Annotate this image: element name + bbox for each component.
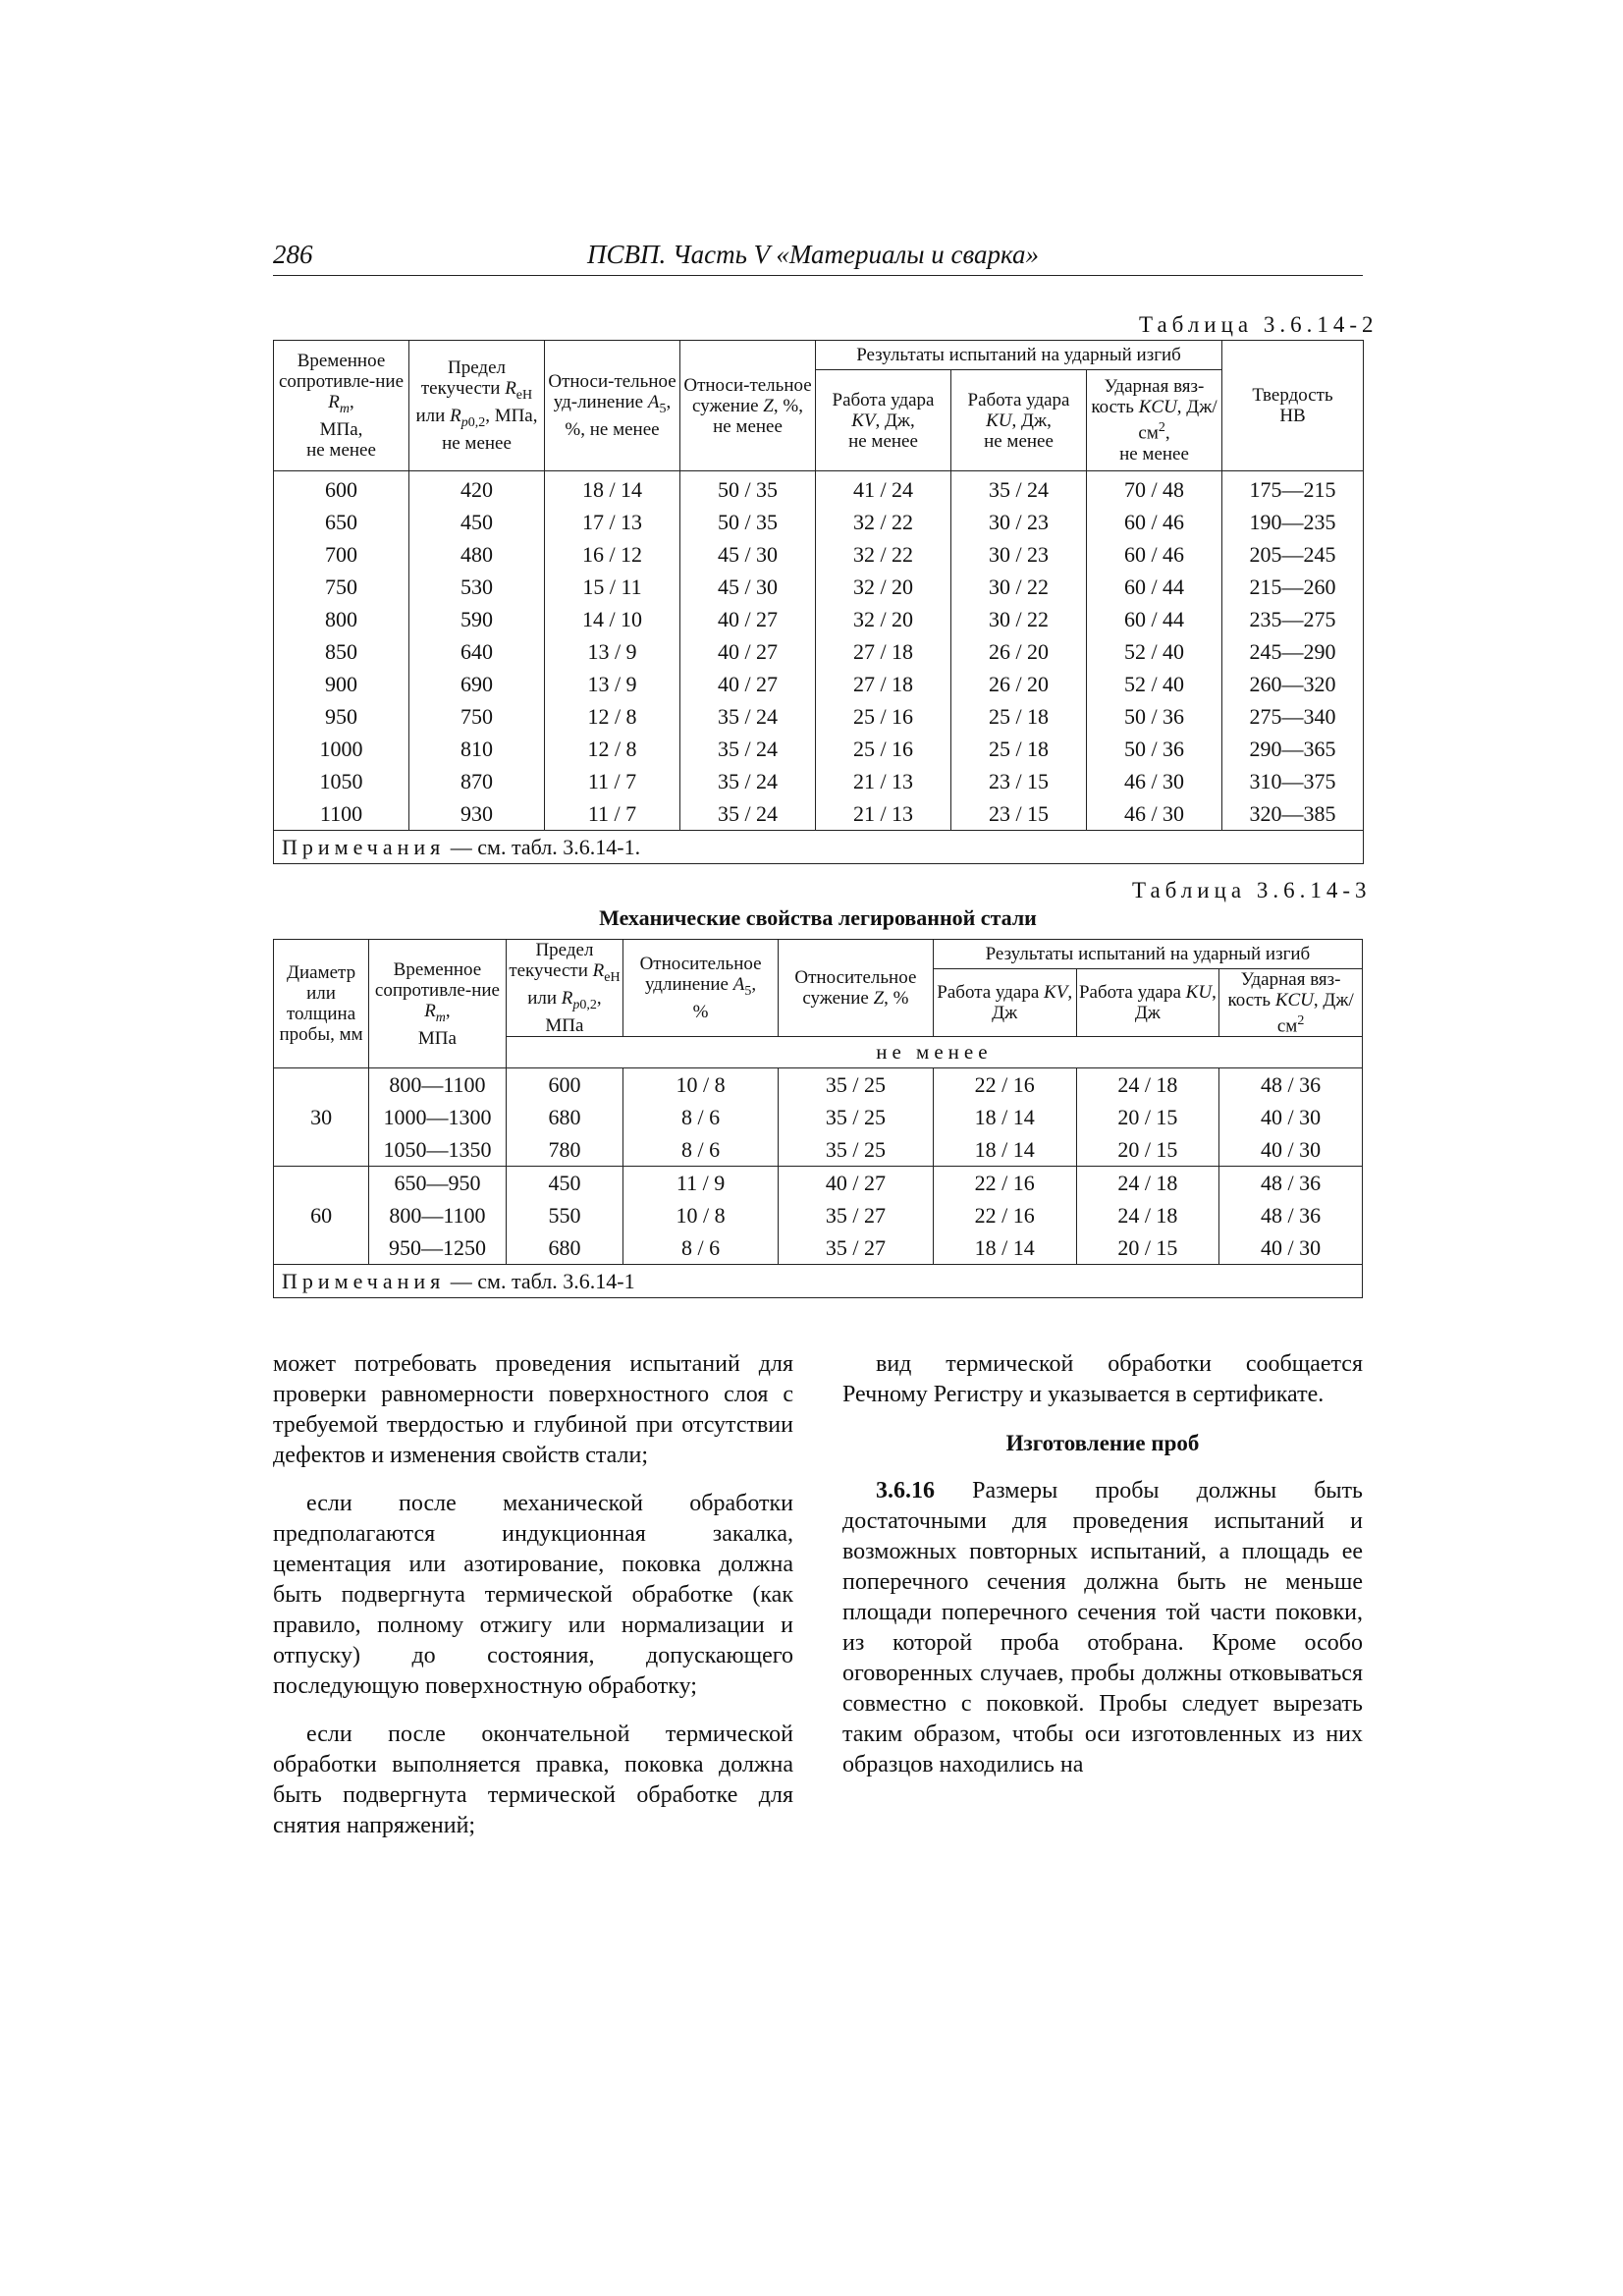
t3-row bbox=[274, 1133, 1363, 1167]
t3-row bbox=[274, 1199, 1363, 1231]
t2-cell: 35 / 24 bbox=[680, 733, 816, 765]
t3-cell: 48 / 36 bbox=[1219, 1167, 1363, 1200]
t2-cell: 30 / 22 bbox=[951, 603, 1087, 635]
t3-cell: 550 bbox=[506, 1199, 622, 1231]
running-title: ПСВП. Часть V «Материалы и сварка» bbox=[587, 240, 1040, 269]
t3-cell: 22 / 16 bbox=[933, 1199, 1076, 1231]
t3-cell: 22 / 16 bbox=[933, 1068, 1076, 1102]
t3-cell: 35 / 25 bbox=[778, 1101, 933, 1133]
t2-cell: 950 bbox=[274, 700, 409, 733]
t2-cell: 450 bbox=[409, 506, 545, 538]
t2-cell: 32 / 20 bbox=[816, 571, 951, 603]
t2-cell: 480 bbox=[409, 538, 545, 571]
t2-cell: 50 / 36 bbox=[1087, 700, 1222, 733]
left-paragraph-1: может потребовать проведения испытаний для проверки равномерности поверхностного слоя с требуемой твердостью и глубиной при отсутствии дефектов и изменения свойств стали; bbox=[273, 1351, 793, 1468]
t2-cell: 27 / 18 bbox=[816, 668, 951, 700]
t2-note: Примечания — см. табл. 3.6.14-1. bbox=[274, 831, 1364, 864]
t2-row bbox=[274, 538, 1364, 571]
t3-cell: 11 / 9 bbox=[623, 1167, 779, 1200]
t3-header-not-less: не менее bbox=[506, 1037, 1362, 1068]
t2-cell: 310—375 bbox=[1222, 765, 1364, 797]
page-number: 286 bbox=[273, 240, 313, 269]
t2-cell: 1100 bbox=[274, 797, 409, 831]
table-3-6-14-2 bbox=[273, 340, 1364, 864]
table2-caption: Таблица 3.6.14-2 bbox=[1139, 312, 1379, 337]
t2-cell: 11 / 7 bbox=[545, 765, 680, 797]
t2-cell: 35 / 24 bbox=[680, 700, 816, 733]
t2-cell: 750 bbox=[274, 571, 409, 603]
t2-cell: 1050 bbox=[274, 765, 409, 797]
t3-cell: 40 / 30 bbox=[1219, 1133, 1363, 1167]
t3-cell: 48 / 36 bbox=[1219, 1068, 1363, 1102]
t3-cell: 20 / 15 bbox=[1076, 1101, 1219, 1133]
t3-cell: 18 / 14 bbox=[933, 1133, 1076, 1167]
t2-cell: 12 / 8 bbox=[545, 700, 680, 733]
t2-cell: 850 bbox=[274, 635, 409, 668]
t2-cell: 700 bbox=[274, 538, 409, 571]
t2-cell: 60 / 46 bbox=[1087, 538, 1222, 571]
t3-cell: 8 / 6 bbox=[623, 1101, 779, 1133]
t2-cell: 21 / 13 bbox=[816, 797, 951, 831]
t2-cell: 60 / 46 bbox=[1087, 506, 1222, 538]
t2-cell: 750 bbox=[409, 700, 545, 733]
t2-cell: 810 bbox=[409, 733, 545, 765]
table3-title: Механические свойства легированной стали bbox=[599, 905, 1037, 930]
t3-header-kcu: Ударная вяз-кость KCU, $Дж/см^2$ bbox=[1219, 969, 1363, 1037]
t2-cell: 590 bbox=[409, 603, 545, 635]
t3-cell: 600 bbox=[506, 1068, 622, 1102]
t3-diameter-cell: 30 bbox=[274, 1068, 369, 1167]
t2-cell: 60 / 44 bbox=[1087, 571, 1222, 603]
t3-cell: 24 / 18 bbox=[1076, 1199, 1219, 1231]
t2-cell: 13 / 9 bbox=[545, 635, 680, 668]
t3-header-tensile: Временное сопротивле-ние $R_m$, МПа bbox=[369, 940, 507, 1068]
t3-cell: 18 / 14 bbox=[933, 1101, 1076, 1133]
t2-cell: 260—320 bbox=[1222, 668, 1364, 700]
t3-cell: 24 / 18 bbox=[1076, 1068, 1219, 1102]
t2-cell: 30 / 23 bbox=[951, 538, 1087, 571]
t3-cell: 1000—1300 bbox=[369, 1101, 507, 1133]
t2-cell: 320—385 bbox=[1222, 797, 1364, 831]
left-paragraph-3: если после окончательной термической обработки выполняется правка, поковка должна быть подвергнута термической обработке для снятия напряжений; bbox=[273, 1722, 793, 1838]
t3-header-reduction: Относительное сужение Z, % bbox=[778, 940, 933, 1037]
t2-cell: 690 bbox=[409, 668, 545, 700]
t2-cell: 420 bbox=[409, 471, 545, 507]
t3-header-diameter: Диаметр или толщина пробы, мм bbox=[274, 940, 369, 1068]
t3-cell: 40 / 30 bbox=[1219, 1231, 1363, 1265]
t2-cell: 25 / 18 bbox=[951, 733, 1087, 765]
t2-cell: 190—235 bbox=[1222, 506, 1364, 538]
table3-caption: Таблица 3.6.14-3 bbox=[1132, 878, 1372, 902]
t2-row bbox=[274, 668, 1364, 700]
left-paragraph-2: если после механической обработки предполагаются индукционная закалка, цементация или азотирование, поковка должна быть подвергнута термической обработке (как правило, полному отжигу или нормализации и отпуску) до состояния, допускающего последующую поверхностную обработку; bbox=[273, 1491, 793, 1699]
t2-cell: 60 / 44 bbox=[1087, 603, 1222, 635]
t3-cell: 780 bbox=[506, 1133, 622, 1167]
t3-cell: 950—1250 bbox=[369, 1231, 507, 1265]
t3-header-kv: Работа удара KV, Дж bbox=[933, 969, 1076, 1037]
t3-cell: 680 bbox=[506, 1231, 622, 1265]
t2-cell: 290—365 bbox=[1222, 733, 1364, 765]
t3-cell: 20 / 15 bbox=[1076, 1133, 1219, 1167]
t3-row bbox=[274, 1101, 1363, 1133]
t2-cell: 870 bbox=[409, 765, 545, 797]
t2-header-kv: Работа удара KV, Дж, не менее bbox=[816, 370, 951, 471]
t2-cell: 50 / 35 bbox=[680, 471, 816, 507]
t3-cell: 35 / 25 bbox=[778, 1068, 933, 1102]
t2-cell: 30 / 22 bbox=[951, 571, 1087, 603]
t2-header-kcu: Ударная вяз-кость KCU, $Дж/см^2$, не менее bbox=[1087, 370, 1222, 471]
right-intro-paragraph: вид термической обработки сообщается Речному Регистру и указывается в сертификате. bbox=[842, 1351, 1363, 1407]
t2-cell: 32 / 20 bbox=[816, 603, 951, 635]
paragraph-3-6-16 bbox=[842, 1476, 1363, 1780]
t2-cell: 900 bbox=[274, 668, 409, 700]
t2-cell: 52 / 40 bbox=[1087, 635, 1222, 668]
left-column bbox=[273, 1349, 793, 1859]
t2-cell: 600 bbox=[274, 471, 409, 507]
t2-row bbox=[274, 471, 1364, 507]
t3-cell: 800—1100 bbox=[369, 1199, 507, 1231]
t2-cell: 530 bbox=[409, 571, 545, 603]
t2-header-yield: Предел текучести $R_{eH}$ или $R_{p0,2}$, МПа, не менее bbox=[409, 341, 545, 471]
t2-cell: 23 / 15 bbox=[951, 797, 1087, 831]
t3-note: Примечания — см. табл. 3.6.14-1 bbox=[274, 1265, 1363, 1298]
t2-cell: 35 / 24 bbox=[680, 765, 816, 797]
t2-cell: 40 / 27 bbox=[680, 603, 816, 635]
t3-cell: 40 / 30 bbox=[1219, 1101, 1363, 1133]
t2-cell: 40 / 27 bbox=[680, 635, 816, 668]
t2-header-tensile: Временное сопротивле-ние $R_m$, МПа, не менее bbox=[274, 341, 409, 471]
t2-header-impact-group: Результаты испытаний на ударный изгиб bbox=[816, 341, 1222, 370]
t2-cell: 35 / 24 bbox=[680, 797, 816, 831]
t2-cell: 35 / 24 bbox=[951, 471, 1087, 507]
t3-cell: 800—1100 bbox=[369, 1068, 507, 1102]
t3-header-ku: Работа удара KU, Дж bbox=[1076, 969, 1219, 1037]
t3-cell: 22 / 16 bbox=[933, 1167, 1076, 1200]
t2-cell: 70 / 48 bbox=[1087, 471, 1222, 507]
t3-diameter-cell: 60 bbox=[274, 1167, 369, 1265]
t2-cell: 215—260 bbox=[1222, 571, 1364, 603]
t2-row bbox=[274, 603, 1364, 635]
t3-cell: 1050—1350 bbox=[369, 1133, 507, 1167]
t2-cell: 12 / 8 bbox=[545, 733, 680, 765]
t3-header-elongation: Относительное удлинение $A_5$, % bbox=[623, 940, 779, 1037]
t2-cell: 50 / 36 bbox=[1087, 733, 1222, 765]
t3-cell: 35 / 27 bbox=[778, 1199, 933, 1231]
t3-cell: 680 bbox=[506, 1101, 622, 1133]
t2-cell: 41 / 24 bbox=[816, 471, 951, 507]
t2-cell: 25 / 16 bbox=[816, 700, 951, 733]
t2-header-ku: Работа удара KU, Дж, не менее bbox=[951, 370, 1087, 471]
t2-cell: 1000 bbox=[274, 733, 409, 765]
t2-cell: 30 / 23 bbox=[951, 506, 1087, 538]
t2-cell: 640 bbox=[409, 635, 545, 668]
t2-cell: 21 / 13 bbox=[816, 765, 951, 797]
t2-cell: 32 / 22 bbox=[816, 506, 951, 538]
t3-cell: 18 / 14 bbox=[933, 1231, 1076, 1265]
t2-cell: 25 / 16 bbox=[816, 733, 951, 765]
t2-cell: 46 / 30 bbox=[1087, 797, 1222, 831]
t2-cell: 50 / 35 bbox=[680, 506, 816, 538]
t3-cell: 8 / 6 bbox=[623, 1231, 779, 1265]
t3-header-yield: Предел текучести $R_{eH}$ или $R_{p0,2}$, МПа bbox=[506, 940, 622, 1037]
t3-cell: 10 / 8 bbox=[623, 1068, 779, 1102]
t2-cell: 25 / 18 bbox=[951, 700, 1087, 733]
t2-cell: 275—340 bbox=[1222, 700, 1364, 733]
t3-cell: 650—950 bbox=[369, 1167, 507, 1200]
t3-cell: 10 / 8 bbox=[623, 1199, 779, 1231]
t2-cell: 175—215 bbox=[1222, 471, 1364, 507]
t2-cell: 40 / 27 bbox=[680, 668, 816, 700]
t2-cell: 46 / 30 bbox=[1087, 765, 1222, 797]
page-header bbox=[273, 240, 1363, 276]
t3-cell: 8 / 6 bbox=[623, 1133, 779, 1167]
t3-row bbox=[274, 1068, 1363, 1102]
t2-cell: 245—290 bbox=[1222, 635, 1364, 668]
right-column bbox=[842, 1349, 1363, 1798]
t2-cell: 14 / 10 bbox=[545, 603, 680, 635]
t2-cell: 18 / 14 bbox=[545, 471, 680, 507]
t3-cell: 20 / 15 bbox=[1076, 1231, 1219, 1265]
t2-row bbox=[274, 700, 1364, 733]
t2-row bbox=[274, 506, 1364, 538]
t2-cell: 17 / 13 bbox=[545, 506, 680, 538]
t3-row bbox=[274, 1231, 1363, 1265]
t2-cell: 235—275 bbox=[1222, 603, 1364, 635]
t2-cell: 23 / 15 bbox=[951, 765, 1087, 797]
t3-cell: 24 / 18 bbox=[1076, 1167, 1219, 1200]
t2-cell: 52 / 40 bbox=[1087, 668, 1222, 700]
t3-cell: 48 / 36 bbox=[1219, 1199, 1363, 1231]
t2-cell: 45 / 30 bbox=[680, 571, 816, 603]
section-title: Изготовление проб bbox=[1005, 1431, 1200, 1455]
t3-cell: 450 bbox=[506, 1167, 622, 1200]
t2-cell: 13 / 9 bbox=[545, 668, 680, 700]
t2-row bbox=[274, 765, 1364, 797]
t2-cell: 650 bbox=[274, 506, 409, 538]
t3-cell: 40 / 27 bbox=[778, 1167, 933, 1200]
t2-cell: 800 bbox=[274, 603, 409, 635]
t2-header-elongation: Относи-тельное уд-линение $A_5$, %, не менее bbox=[545, 341, 680, 471]
t2-header-hardness: Твердость HB bbox=[1222, 341, 1364, 471]
paragraph-number: 3.6.16 bbox=[876, 1478, 935, 1503]
t3-cell: 35 / 27 bbox=[778, 1231, 933, 1265]
t3-header-impact-group: Результаты испытаний на ударный изгиб bbox=[933, 940, 1362, 969]
t2-row bbox=[274, 635, 1364, 668]
t3-row bbox=[274, 1167, 1363, 1200]
t2-cell: 11 / 7 bbox=[545, 797, 680, 831]
t2-cell: 26 / 20 bbox=[951, 668, 1087, 700]
t2-row bbox=[274, 571, 1364, 603]
t2-cell: 15 / 11 bbox=[545, 571, 680, 603]
t2-row bbox=[274, 797, 1364, 831]
t2-cell: 32 / 22 bbox=[816, 538, 951, 571]
t2-cell: 26 / 20 bbox=[951, 635, 1087, 668]
t3-cell: 35 / 25 bbox=[778, 1133, 933, 1167]
paragraph-text: Размеры пробы должны быть достаточными для проведения испытаний и возможных повторных испытаний, а площадь ее поперечного сечения должна быть не меньше площади поперечного сечения той части поковки, из которой проба отобрана. Кроме особо оговоренных случаев, пробы должны отковываться совместно с поковкой. Пробы следует вырезать таким образом, чтобы оси изготовленных из них образцов находились на bbox=[842, 1478, 1363, 1777]
t2-cell: 930 bbox=[409, 797, 545, 831]
t2-row bbox=[274, 733, 1364, 765]
t2-cell: 16 / 12 bbox=[545, 538, 680, 571]
t2-header-reduction: Относи-тельное сужение Z, %, не менее bbox=[680, 341, 816, 471]
table-3-6-14-3 bbox=[273, 939, 1363, 1298]
t2-cell: 45 / 30 bbox=[680, 538, 816, 571]
t2-cell: 205—245 bbox=[1222, 538, 1364, 571]
t2-cell: 27 / 18 bbox=[816, 635, 951, 668]
